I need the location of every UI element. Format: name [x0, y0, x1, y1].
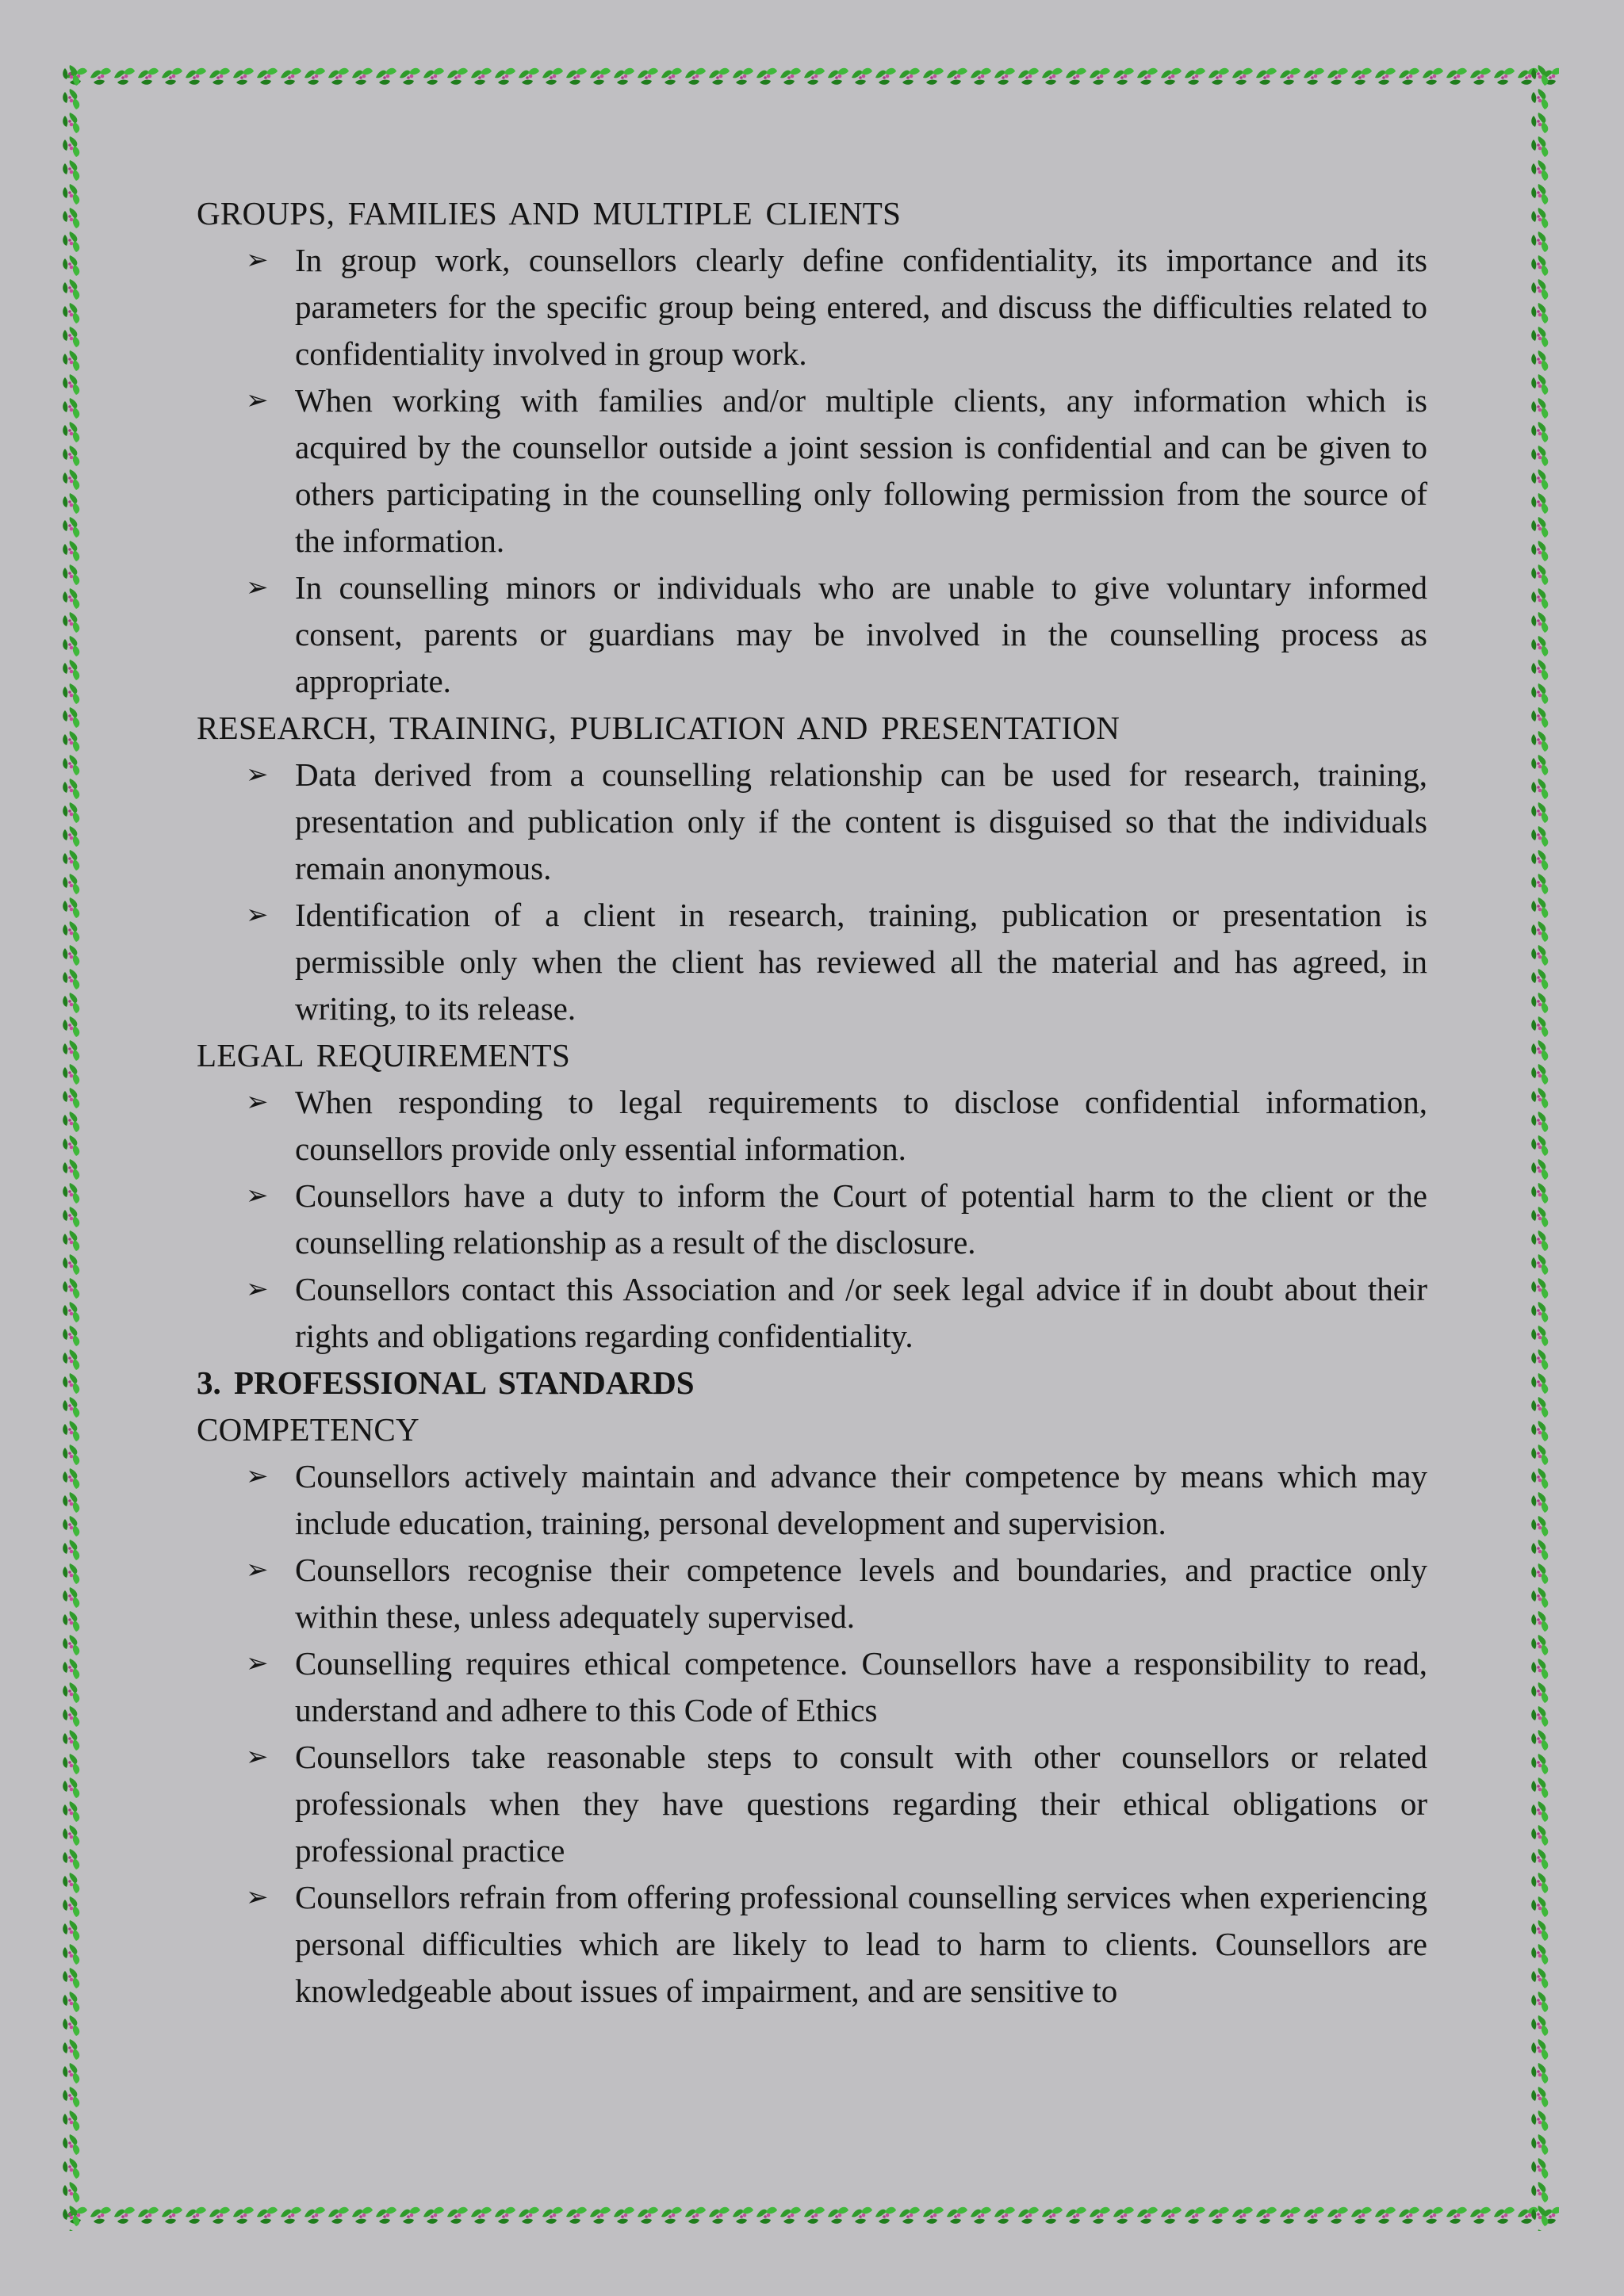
- list-item-text: In counselling minors or individuals who are unable to give voluntary informed consent, parents or guardians may be involved in the counselling process as appropriate.: [295, 569, 1427, 699]
- list-item: [246, 1547, 1427, 1640]
- list-item: [246, 892, 1427, 1032]
- border-bottom-holly: [65, 2201, 1559, 2228]
- border-right-holly: [1530, 63, 1562, 2231]
- arrow-bullet-icon: ➢: [246, 1086, 269, 1118]
- section-heading-groups: GROUPS, FAMILIES AND MULTIPLE CLIENTS: [197, 195, 902, 232]
- document-body: [197, 190, 1427, 2015]
- list-item: [246, 752, 1427, 892]
- list-item-text: When working with families and/or multiple clients, any information which is acquired by the counsellor outside a joint session is confidential and can be given to others participating in the counselling only following permission from the source of the information.: [295, 382, 1427, 559]
- arrow-bullet-icon: ➢: [246, 1180, 269, 1211]
- list-item: [246, 1734, 1427, 1874]
- main-heading-professional-standards: 3. PROFESSIONAL STANDARDS: [197, 1364, 695, 1401]
- list-item-text: Counselling requires ethical competence. Counsellors have a responsibility to read, understand and adhere to this Code of Ethics: [295, 1645, 1427, 1728]
- list-item-text: Counsellors actively maintain and advance their competence by means which may include education, training, personal development and supervision.: [295, 1458, 1427, 1541]
- list-item-text: Counsellors have a duty to inform the Court of potential harm to the client or the counselling relationship as a result of the disclosure.: [295, 1177, 1427, 1261]
- border-top-holly: [65, 62, 1559, 89]
- arrow-bullet-icon: ➢: [246, 385, 269, 416]
- list-item: [246, 237, 1427, 377]
- arrow-bullet-icon: ➢: [246, 1554, 269, 1586]
- section-heading-legal: LEGAL REQUIREMENTS: [197, 1037, 571, 1073]
- list-item-text: Counsellors contact this Association and /or seek legal advice if in doubt about their rights and obligations regarding confidentiality.: [295, 1271, 1427, 1354]
- arrow-bullet-icon: ➢: [246, 1460, 269, 1492]
- list-item-text: When responding to legal requirements to disclose confidential information, counsellors provide only essential information.: [295, 1084, 1427, 1167]
- arrow-bullet-icon: ➢: [246, 759, 269, 790]
- bullet-list-groups: [197, 237, 1427, 705]
- arrow-bullet-icon: ➢: [246, 572, 269, 603]
- arrow-bullet-icon: ➢: [246, 899, 269, 931]
- list-item: [246, 1079, 1427, 1173]
- list-item: [246, 1874, 1427, 2015]
- list-item-text: Identification of a client in research, training, publication or presentation is permissible only when the client has reviewed all the material and has agreed, in writing, to its release.: [295, 897, 1427, 1027]
- list-item: [246, 564, 1427, 705]
- list-item: [246, 1640, 1427, 1734]
- arrow-bullet-icon: ➢: [246, 1273, 269, 1305]
- section-heading-competency: COMPETENCY: [197, 1411, 419, 1448]
- list-item: [246, 1453, 1427, 1547]
- bullet-list-legal: [197, 1079, 1427, 1360]
- bullet-list-competency: [197, 1453, 1427, 2015]
- arrow-bullet-icon: ➢: [246, 1741, 269, 1773]
- list-item-text: Counsellors refrain from offering professional counselling services when experiencing personal difficulties which are likely to lead to harm to clients. Counsellors are knowledgeable about issues of impairment, and are sensitive to: [295, 1879, 1427, 2009]
- list-item-text: Counsellors take reasonable steps to consult with other counsellors or related professionals when they have questions regarding their ethical obligations or professional practice: [295, 1739, 1427, 1869]
- arrow-bullet-icon: ➢: [246, 1881, 269, 1913]
- arrow-bullet-icon: ➢: [246, 1647, 269, 1679]
- list-item: [246, 377, 1427, 564]
- arrow-bullet-icon: ➢: [246, 244, 269, 276]
- list-item: [246, 1266, 1427, 1360]
- border-left-holly: [62, 63, 94, 2231]
- list-item-text: Data derived from a counselling relationship can be used for research, training, presentation and publication only if the content is disguised so that the individuals remain anonymous.: [295, 756, 1427, 886]
- bullet-list-research: [197, 752, 1427, 1032]
- list-item: [246, 1173, 1427, 1266]
- list-item-text: In group work, counsellors clearly define confidentiality, its importance and its parameters for the specific group being entered, and discuss the difficulties related to confidentiality involved in group work.: [295, 242, 1427, 372]
- list-item-text: Counsellors recognise their competence levels and boundaries, and practice only within these, unless adequately supervised.: [295, 1552, 1427, 1635]
- section-heading-research: RESEARCH, TRAINING, PUBLICATION AND PRESENTATION: [197, 710, 1120, 746]
